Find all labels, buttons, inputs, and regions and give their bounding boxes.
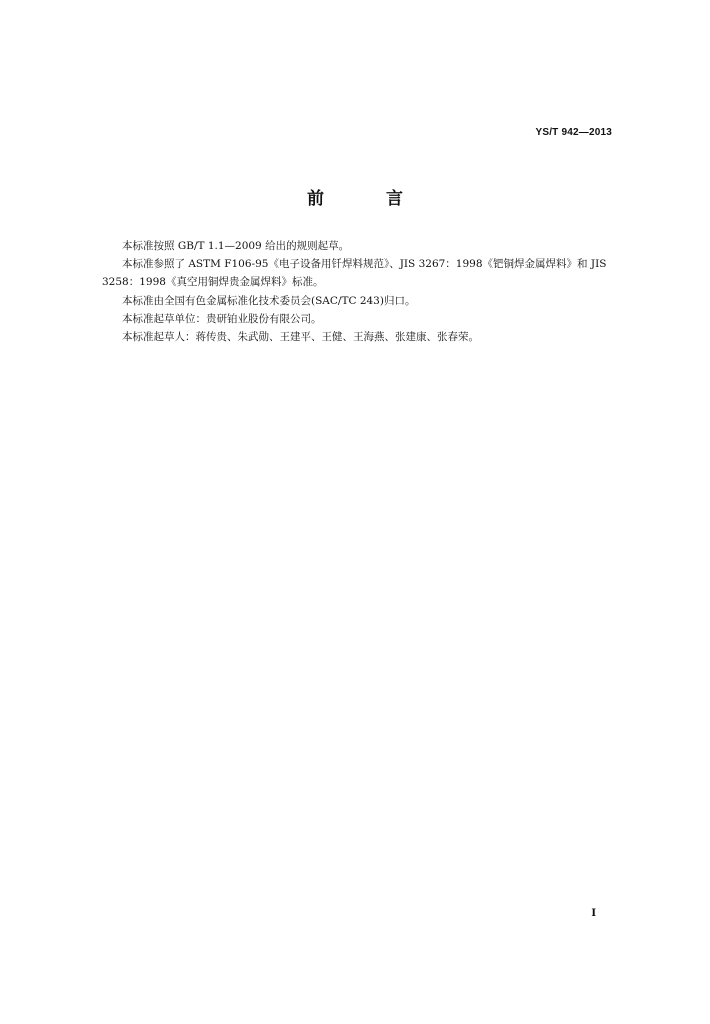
foreword-body	[102, 237, 612, 346]
paragraph-drafting-unit: 本标准起草单位：贵研铂业股份有限公司。	[122, 312, 322, 325]
paragraph-drafters: 本标准起草人：蒋传贵、朱武勋、王建平、王健、王海燕、张建康、张春荣。	[122, 331, 479, 344]
standard-code: YS/T 942—2013	[535, 127, 612, 138]
paragraph-references: 本标准参照了 ASTM F106-95《电子设备用钎焊料规范》、JIS 3267：1998《钯铜焊金属焊料》和 JIS 3258：1998《真空用铜焊贵金属焊料》标准。	[102, 258, 607, 289]
paragraph-drafting-rules: 本标准按照 GB/T 1.1—2009 给出的规则起草。	[122, 240, 350, 252]
paragraph-committee: 本标准由全国有色金属标准化技术委员会(SAC/TC 243)归口。	[122, 294, 416, 307]
page-number: I	[591, 908, 596, 919]
page-title: 前 言	[307, 189, 431, 209]
